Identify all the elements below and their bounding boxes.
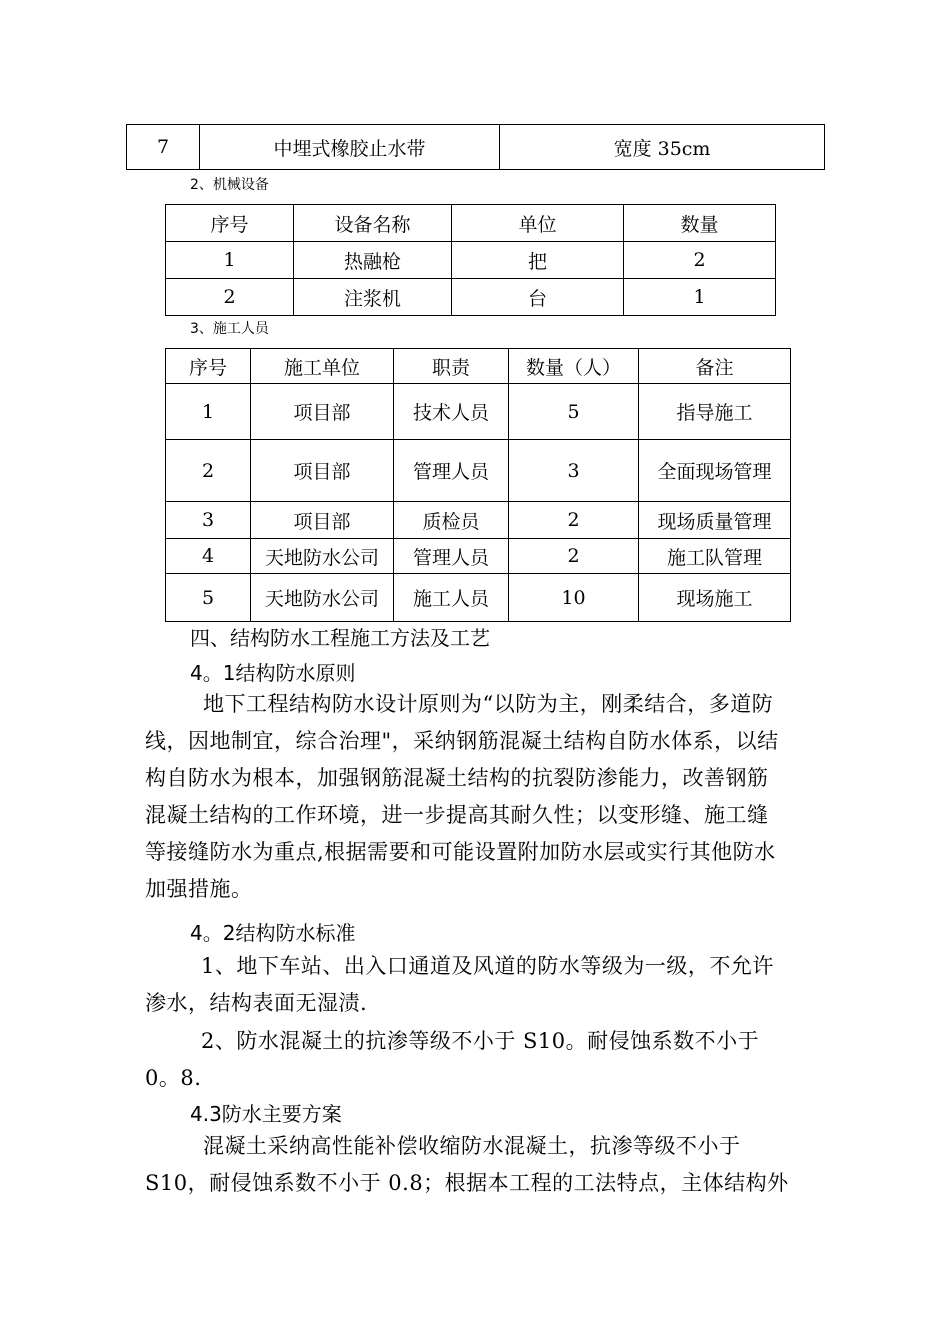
- table-cell: 全面现场管理: [639, 440, 791, 502]
- subheading-4-3: 4.3防水主要方案: [190, 1102, 342, 1126]
- equipment-table: [165, 204, 776, 316]
- table-cell: 项目部: [251, 384, 394, 440]
- table-cell: 管理人员: [394, 539, 509, 574]
- materials-table-continuation: [126, 124, 825, 170]
- subheading-4-2: 4。2结构防水标准: [190, 921, 356, 945]
- table-row: [166, 242, 776, 279]
- table-cell: 中埋式橡胶止水带: [200, 125, 500, 170]
- paragraph-line: 1、地下车站、出入口通道及风道的防水等级为一级，不允许: [201, 954, 774, 978]
- table-row: [166, 440, 791, 502]
- table-cell: 施工队管理: [639, 539, 791, 574]
- table-header-cell: 设备名称: [294, 205, 452, 242]
- table-header-cell: 数量: [624, 205, 776, 242]
- table-cell: 1: [166, 242, 294, 279]
- table-cell: 宽度 35cm: [500, 125, 825, 170]
- table-cell: 3: [509, 440, 639, 502]
- table-cell: 现场施工: [639, 574, 791, 622]
- table-header-cell: 职责: [394, 349, 509, 384]
- table-cell: 指导施工: [639, 384, 791, 440]
- paragraph-4-2-item2: [145, 1023, 825, 1097]
- paragraph-line: 加强措施。: [145, 877, 253, 901]
- section-title-staff: 3、施工人员: [190, 321, 269, 337]
- table-cell: 1: [624, 279, 776, 316]
- table-cell: 2: [509, 539, 639, 574]
- table-header-cell: 备注: [639, 349, 791, 384]
- table-header-cell: 序号: [166, 349, 251, 384]
- table-row: [166, 574, 791, 622]
- table-cell: 热融枪: [294, 242, 452, 279]
- table-row: [166, 539, 791, 574]
- table-cell: 天地防水公司: [251, 539, 394, 574]
- paragraph-line: 线，因地制宜，综合治理"，采纳钢筋混凝土结构自防水体系，以结: [145, 729, 779, 753]
- paragraph-line: 2、防水混凝土的抗渗等级不小于 S10。耐侵蚀系数不小于: [201, 1029, 760, 1053]
- table-row: [166, 502, 791, 539]
- table-row: [127, 125, 825, 170]
- table-cell: 台: [452, 279, 624, 316]
- table-header-cell: 施工单位: [251, 349, 394, 384]
- table-header-cell: 数量（人）: [509, 349, 639, 384]
- paragraph-line: 混凝土采纳高性能补偿收缩防水混凝土，抗渗等级不小于: [203, 1134, 741, 1158]
- table-cell: 5: [166, 574, 251, 622]
- paragraph-line: 渗水，结构表面无湿渍.: [145, 991, 368, 1015]
- table-row: [166, 279, 776, 316]
- table-cell: 2: [509, 502, 639, 539]
- table-row: [166, 384, 791, 440]
- table-cell: 现场质量管理: [639, 502, 791, 539]
- table-cell: 天地防水公司: [251, 574, 394, 622]
- paragraph-line: 等接缝防水为重点,根据需要和可能设置附加防水层或实行其他防水: [145, 840, 776, 864]
- table-cell: 项目部: [251, 440, 394, 502]
- paragraph-line: 地下工程结构防水设计原则为“以防为主，刚柔结合，多道防: [203, 692, 774, 716]
- table-header-row: [166, 205, 776, 242]
- table-cell: 5: [509, 384, 639, 440]
- paragraph-line: 0。8.: [145, 1066, 202, 1090]
- section-heading: 四、结构防水工程施工方法及工艺: [190, 626, 490, 650]
- table-cell: 3: [166, 502, 251, 539]
- table-cell: 1: [166, 384, 251, 440]
- paragraph-4-3: [145, 1128, 825, 1202]
- table-cell: 把: [452, 242, 624, 279]
- table-cell: 2: [624, 242, 776, 279]
- table-cell: 注浆机: [294, 279, 452, 316]
- table-header-row: [166, 349, 791, 384]
- paragraph-4-2-item1: [145, 948, 825, 1022]
- table-cell: 2: [166, 440, 251, 502]
- table-cell: 2: [166, 279, 294, 316]
- table-cell: 4: [166, 539, 251, 574]
- table-cell: 10: [509, 574, 639, 622]
- table-cell: 7: [127, 125, 200, 170]
- paragraph-line: 构自防水为根本，加强钢筋混凝土结构的抗裂防渗能力，改善钢筋: [145, 766, 769, 790]
- table-cell: 施工人员: [394, 574, 509, 622]
- paragraph-line: 混凝土结构的工作环境，进一步提高其耐久性；以变形缝、施工缝: [145, 803, 769, 827]
- staff-table: [165, 348, 791, 622]
- table-cell: 项目部: [251, 502, 394, 539]
- section-title-equipment: 2、机械设备: [190, 177, 269, 193]
- table-cell: 技术人员: [394, 384, 509, 440]
- paragraph-line: S10，耐侵蚀系数不小于 0.8；根据本工程的工法特点，主体结构外: [145, 1171, 789, 1195]
- table-cell: 管理人员: [394, 440, 509, 502]
- subheading-4-1: 4。1结构防水原则: [190, 661, 356, 685]
- table-header-cell: 序号: [166, 205, 294, 242]
- paragraph-4-1: [145, 686, 825, 908]
- table-header-cell: 单位: [452, 205, 624, 242]
- table-cell: 质检员: [394, 502, 509, 539]
